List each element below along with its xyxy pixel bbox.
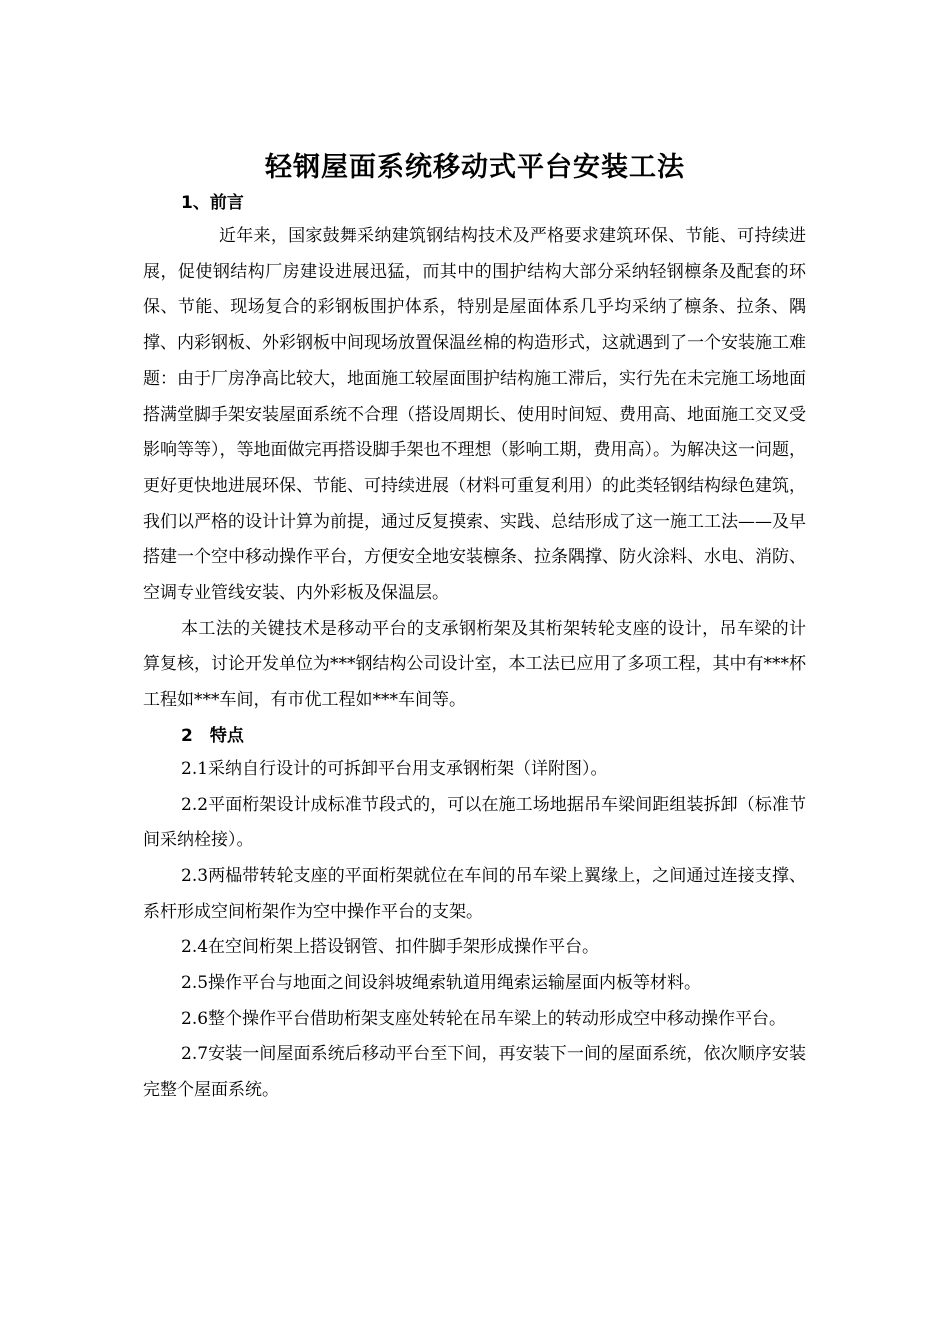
feature-item: 2.4在空间桁架上搭设钢管、扣件脚手架形成操作平台。 bbox=[181, 937, 600, 958]
section-features bbox=[143, 721, 806, 1109]
document-title: 轻钢屋面系统移动式平台安装工法 bbox=[265, 152, 685, 184]
feature-item: 2.2平面桁架设计成标准节段式的，可以在施工场地据吊车梁间距组装拆卸（标准节间采纳栓接）。 bbox=[143, 794, 806, 851]
feature-item: 2.1采纳自行设计的可拆卸平台用支承钢桁架（详附图）。 bbox=[181, 758, 608, 779]
section-heading: 2 特点 bbox=[181, 725, 244, 746]
body-paragraph: 本工法的关键技术是移动平台的支承钢桁架及其桁架转轮支座的设计，吊车梁的计算复核，讨论开发单位为***钢结构公司设计室，本工法已应用了多项工程，其中有***杯工程如***车间，有市优工程如***车间等。 bbox=[143, 618, 806, 711]
section-heading: 1、前言 bbox=[181, 193, 244, 213]
feature-item: 2.7安装一间屋面系统后移动平台至下间，再安装下一间的屋面系统，依次顺序安装完整个屋面系统。 bbox=[143, 1044, 806, 1101]
document-body bbox=[143, 188, 806, 1109]
feature-item: 2.3两榀带转轮支座的平面桁架就位在车间的吊车梁上翼缘上，之间通过连接支撑、系杆形成空间桁架作为空中操作平台的支架。 bbox=[143, 865, 806, 922]
feature-item: 2.6整个操作平台借助桁架支座处转轮在吊车梁上的转动形成空中移动操作平台。 bbox=[181, 1008, 787, 1029]
body-paragraph: 近年来，国家鼓舞采纳建筑钢结构技术及严格要求建筑环保、节能、可持续进展，促使钢结构厂房建设进展迅猛，而其中的围护结构大部分采纳轻钢檩条及配套的环保、节能、现场复合的彩钢板围护体系，特别是屋面体系几乎均采纳了檩条、拉条、隅撑、内彩钢板、外彩钢板中间现场放置保温丝棉的构造形式，这就遇到了一个安装施工难题：由于厂房净高比较大，地面施工较屋面围护结构施工滞后，实行先在未完施工场地面搭满堂脚手架安装屋面系统不合理（搭设周期长、使用时间短、费用高、地面施工交叉受影响等等），等地面做完再搭设脚手架也不理想（影响工期，费用高）。为解决这一问题，更好更快地进展环保、节能、可持续进展（材料可重复利用）的此类轻钢结构绿色建筑，我们以严格的设计计算为前提，通过反复摸索、实践、总结形成了这一施工工法——及早搭建一个空中移动操作平台，方便安全地安装檩条、拉条隅撑、防火涂料、水电、消防、空调专业管线安装、内外彩板及保温层。 bbox=[143, 226, 806, 604]
section-preface bbox=[143, 188, 806, 719]
feature-item: 2.5操作平台与地面之间设斜坡绳索轨道用绳索运输屋面内板等材料。 bbox=[181, 973, 702, 994]
